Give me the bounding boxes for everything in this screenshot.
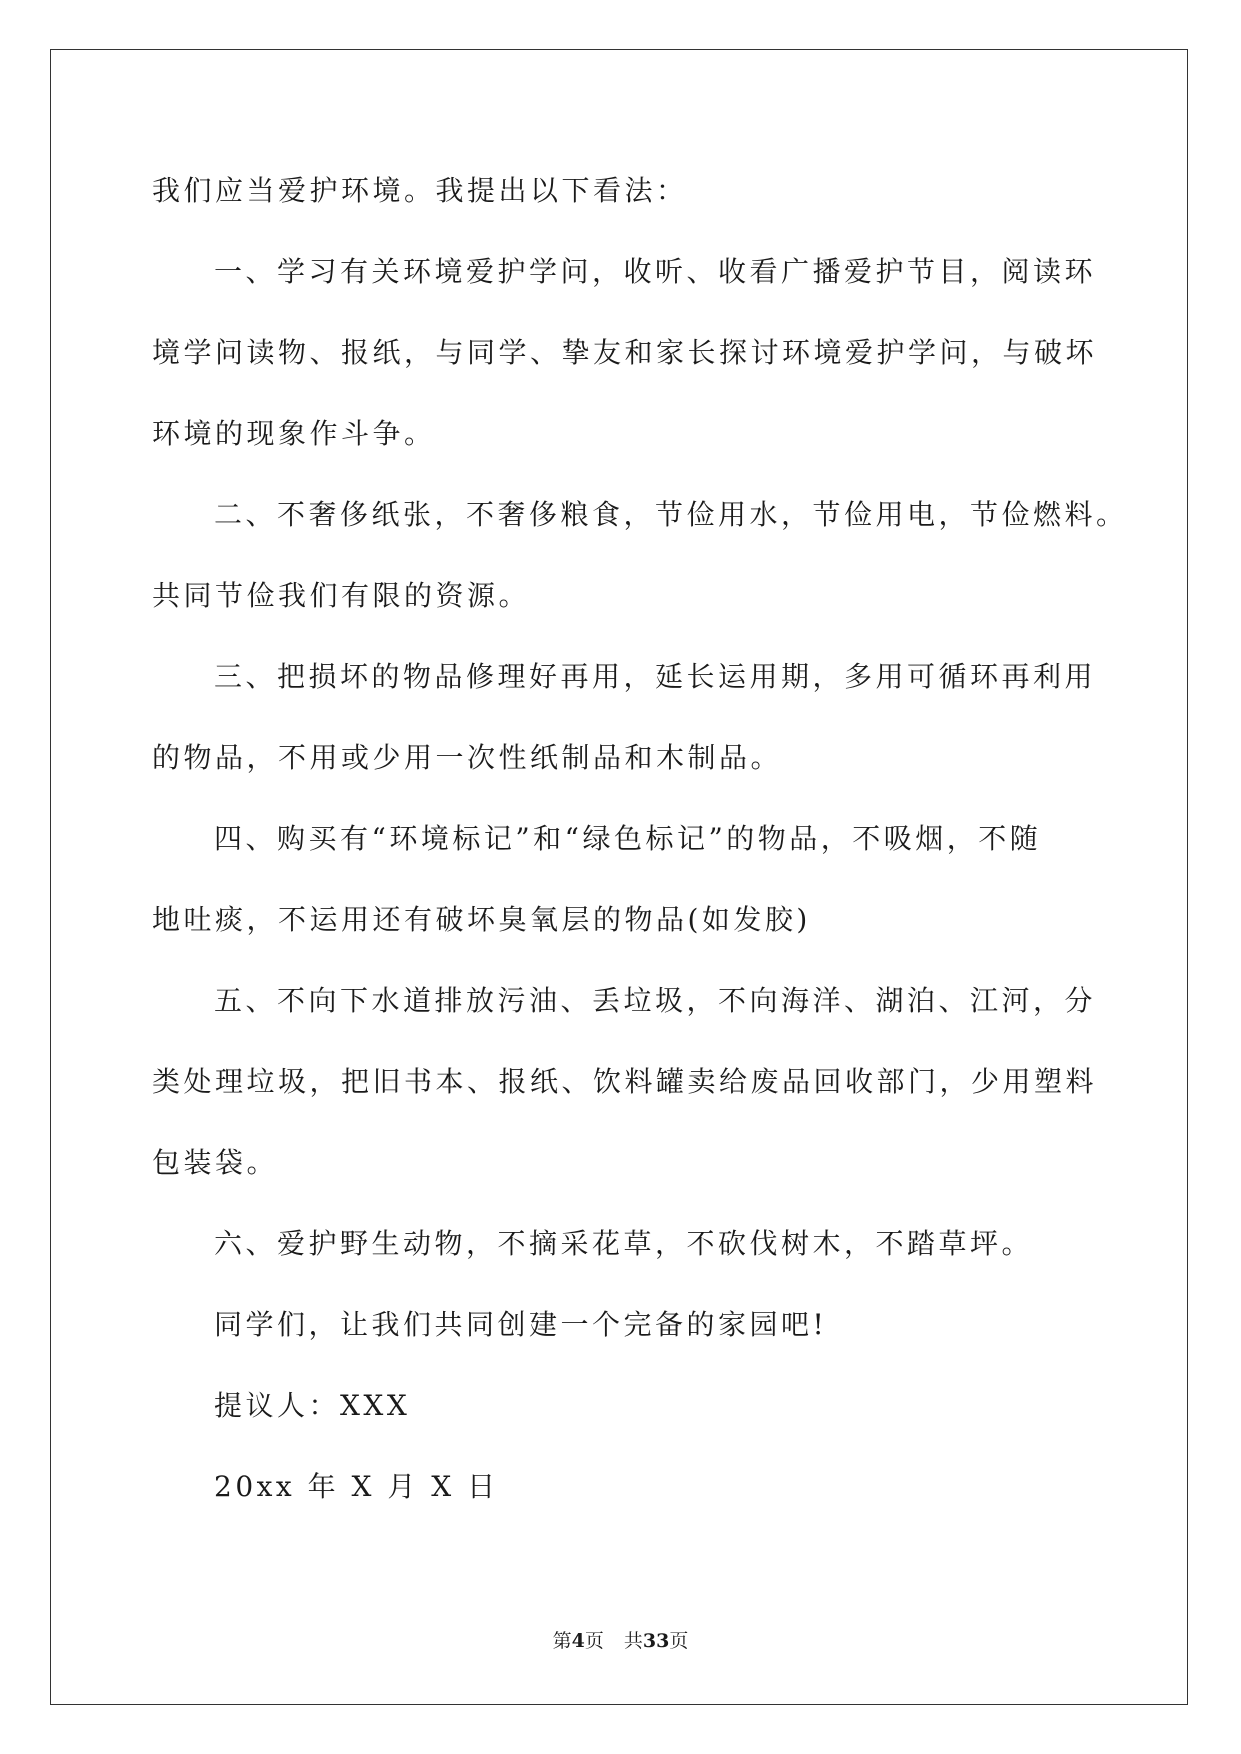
text-line: 我们应当爱护环境。我提出以下看法： xyxy=(152,174,688,207)
text-line: 四、购买有“环境标记”和“绿色标记”的物品，不吸烟，不随 xyxy=(214,822,1042,855)
text-line: 同学们，让我们共同创建一个完备的家园吧! xyxy=(214,1308,828,1341)
text-line: 五、不向下水道排放污油、丢垃圾，不向海洋、湖泊、江河，分 xyxy=(214,984,1097,1017)
text-line: 共同节俭我们有限的资源。 xyxy=(152,579,531,612)
signature-line: 提议人：XXX xyxy=(214,1389,411,1422)
text-line: 三、把损坏的物品修理好再用，延长运用期，多用可循环再利用 xyxy=(214,660,1097,693)
text-line: 六、爱护野生动物，不摘采花草，不砍伐树木，不踏草坪。 xyxy=(214,1227,1034,1260)
total-pages: 33 xyxy=(642,1630,670,1652)
text-line: 类处理垃圾，把旧书本、报纸、饮料罐卖给废品回收部门，少用塑料 xyxy=(152,1065,1098,1098)
total-suffix: 页 xyxy=(669,1630,689,1652)
page-border xyxy=(50,49,1188,1705)
text-line: 地吐痰，不运用还有破坏臭氧层的物品(如发胶) xyxy=(152,903,811,936)
text-line: 二、不奢侈纸张，不奢侈粮食，节俭用水，节俭用电，节俭燃料。 xyxy=(214,498,1128,531)
text-line: 环境的现象作斗争。 xyxy=(152,417,436,450)
text-line: 一、学习有关环境爱护学问，收听、收看广播爱护节目，阅读环 xyxy=(214,255,1097,288)
page-footer xyxy=(0,1629,1241,1653)
text-line: 境学问读物、报纸，与同学、挚友和家长探讨环境爱护学问，与破坏 xyxy=(152,336,1098,369)
page-number: 4 xyxy=(571,1630,585,1652)
page-suffix: 页 xyxy=(584,1630,604,1652)
total-prefix: 共 xyxy=(623,1630,643,1652)
text-line: 包装袋。 xyxy=(152,1146,279,1179)
page-prefix: 第 xyxy=(552,1630,572,1652)
text-line: 的物品，不用或少用一次性纸制品和木制品。 xyxy=(152,741,783,774)
date-line: 20xx 年 X 月 X 日 xyxy=(214,1470,499,1503)
